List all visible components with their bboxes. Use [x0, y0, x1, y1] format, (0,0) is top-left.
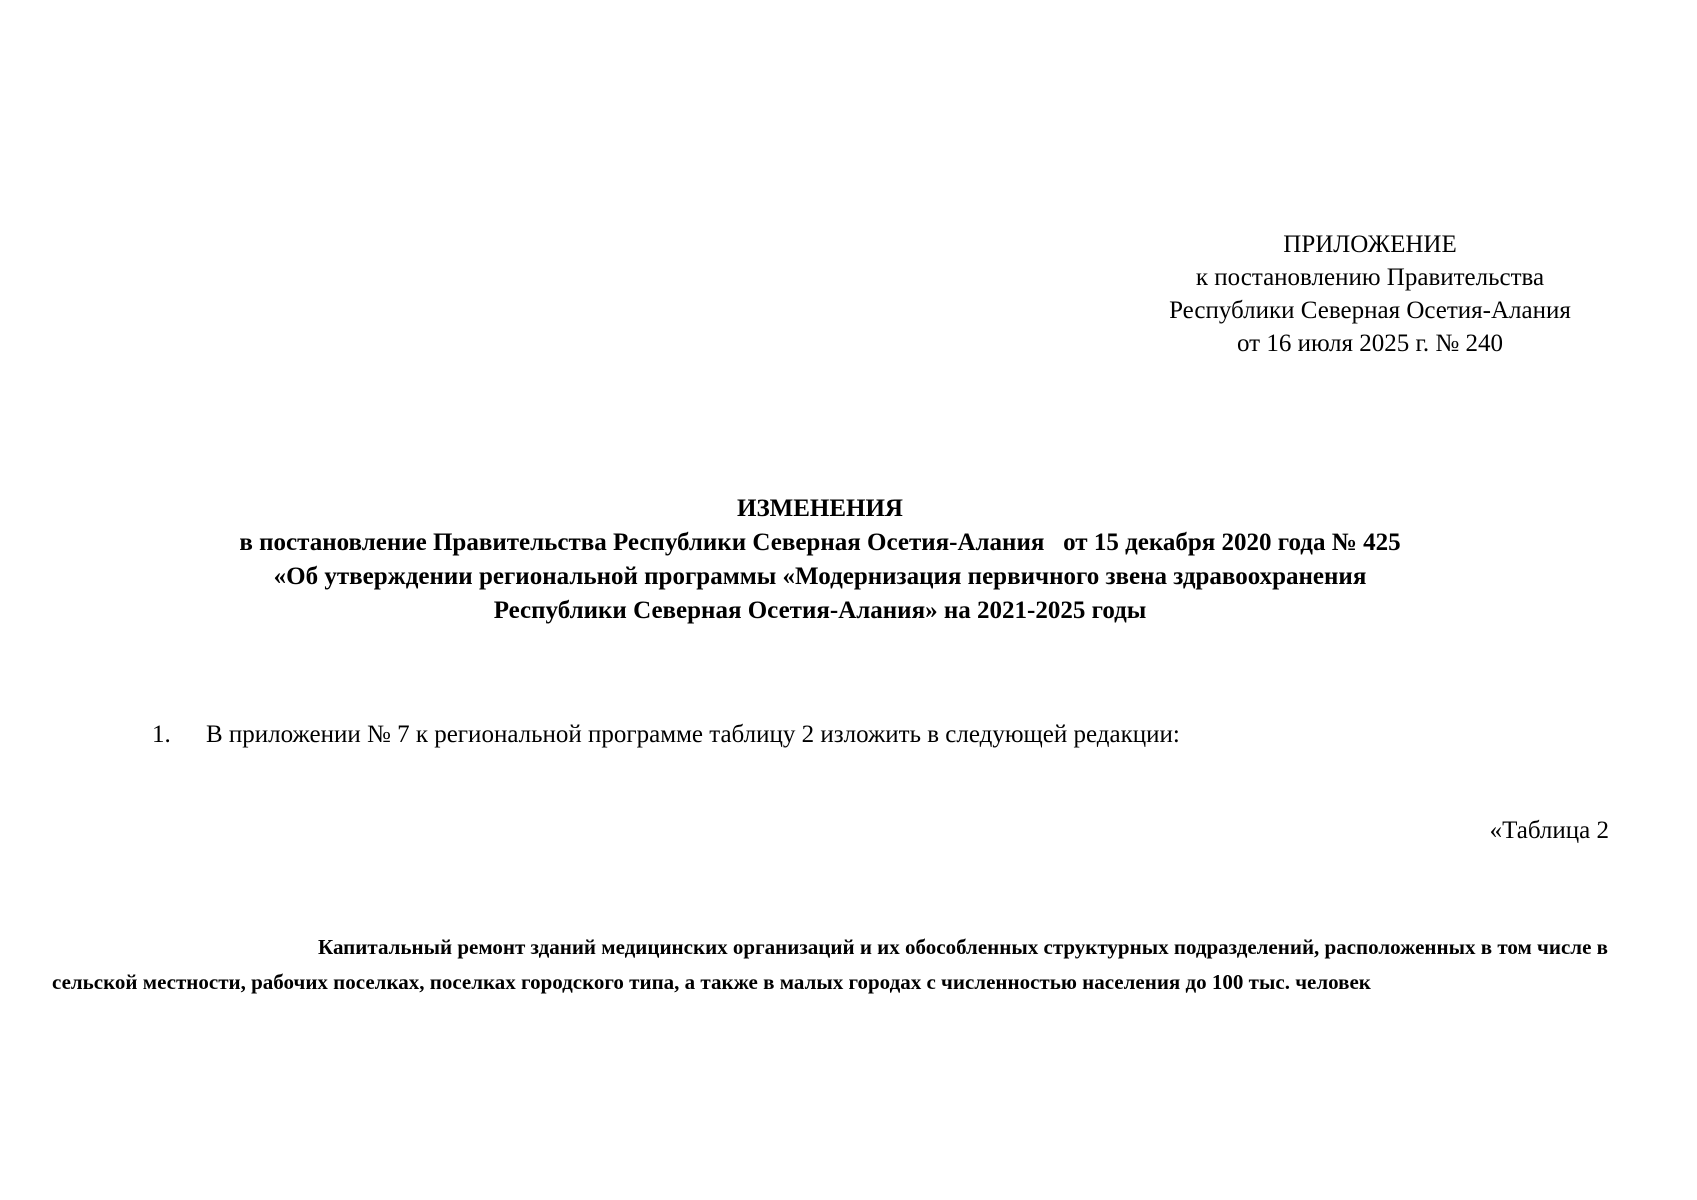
appendix-title: ПРИЛОЖЕНИЕ [1283, 231, 1457, 258]
appendix-header [1120, 228, 1620, 360]
list-item [152, 718, 1180, 752]
list-item-number: 1. [152, 721, 171, 748]
heading-line-1: в постановление Правительства Республики Северная Осетия-Алания от 15 декабря 2020 года № 425 [239, 529, 1401, 556]
table-title [52, 930, 1608, 1000]
appendix-line-3: от 16 июля 2025 г. № 240 [1236, 330, 1504, 357]
table-title-line-1: Капитальный ремонт зданий медицинских организаций и их обособленных структурных подразделений, расположенных в том числе в [318, 935, 1608, 959]
heading-title: ИЗМЕНЕНИЯ [737, 495, 903, 522]
appendix-line-1: к постановлению Правительства [1195, 264, 1545, 291]
table-title-line-2: сельской местности, рабочих поселках, поселках городского типа, а также в малых городах с численностью населения до 100 тыс. человек [52, 970, 1371, 994]
list-item-text: В приложении № 7 к региональной программе таблицу 2 изложить в следующей редакции: [206, 721, 1180, 748]
heading-line-3: Республики Северная Осетия-Алания» на 2021-2025 годы [493, 597, 1147, 624]
appendix-line-2: Республики Северная Осетия-Алания [1169, 297, 1571, 324]
document-heading [60, 492, 1580, 628]
table-label: «Таблица 2 [1489, 817, 1609, 844]
heading-line-2: «Об утверждении региональной программы «Модернизация первичного звена здравоохранения [273, 563, 1367, 590]
